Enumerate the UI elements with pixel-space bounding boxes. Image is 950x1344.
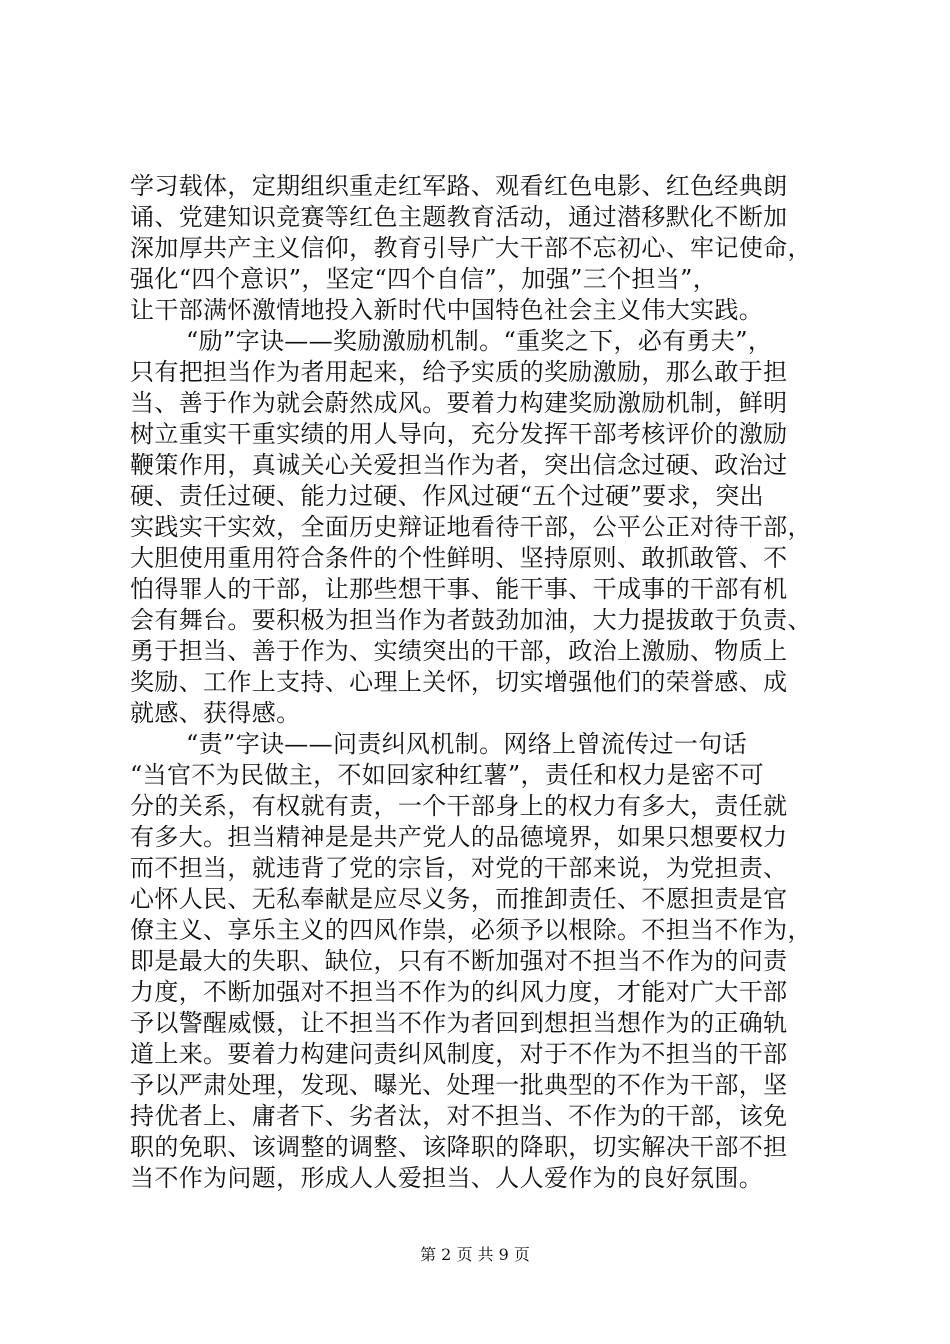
text-line: 实践实干实效，全面历史辩证地看待干部，公平公正对待干部， — [130, 513, 812, 541]
text-line: 予以警醒威慑，让不担当不作为者回到想担当想作为的正确轨 — [130, 1009, 788, 1037]
text-line: 会有舞台。要积极为担当作为者鼓劲加油，大力提拔敢于负责、 — [130, 606, 812, 634]
document-body — [130, 171, 830, 1194]
text-line: 大胆使用重用符合条件的个性鲜明、坚持原则、敢抓敢管、不 — [130, 544, 788, 572]
text-line: 持优者上、庸者下、劣者汰，对不担当、不作为的干部，该免 — [130, 1102, 788, 1130]
text-line: 怕得罪人的干部，让那些想干事、能干事、干成事的干部有机 — [130, 575, 788, 603]
text-line: 心怀人民、无私奉献是应尽义务，而推卸责任、不愿担责是官 — [130, 885, 788, 913]
paragraph-start-line: “励”字诀——奖励激励机制。“重奖之下，必有勇夫”， — [186, 327, 773, 355]
paragraph-start-line: “责”字诀——问责纠风机制。网络上曾流传过一句话 — [186, 730, 747, 758]
text-line: 树立重实干重实绩的用人导向，充分发挥干部考核评价的激励 — [130, 420, 788, 448]
text-line: 有多大。担当精神是是共产党人的品德境界，如果只想要权力 — [130, 823, 788, 851]
text-line: 勇于担当、善于作为、实绩突出的干部，政治上激励、物质上 — [130, 637, 788, 665]
text-line: 当、善于作为就会蔚然成风。要着力构建奖励激励机制，鲜明 — [130, 389, 788, 417]
text-line: 而不担当，就违背了党的宗旨，对党的干部来说，为党担责、 — [130, 854, 788, 882]
text-line: 学习载体，定期组织重走红军路、观看红色电影、红色经典朗 — [130, 172, 788, 200]
page-footer: 第 2 页 共 9 页 — [420, 1245, 530, 1264]
text-line: 奖励、工作上支持、心理上关怀，切实增强他们的荣誉感、成 — [130, 668, 788, 696]
text-line: 硬、责任过硬、能力过硬、作风过硬“五个过硬”要求，突出 — [130, 482, 764, 510]
text-line: 只有把担当作为者用起来，给予实质的奖励激励，那么敢于担 — [130, 358, 788, 386]
text-line: 诵、党建知识竞赛等红色主题教育活动，通过潜移默化不断加 — [130, 203, 788, 231]
text-line: 分的关系，有权就有责，一个干部身上的权力有多大，责任就 — [130, 792, 788, 820]
text-line: 鞭策作用，真诚关心关爱担当作为者，突出信念过硬、政治过 — [130, 451, 788, 479]
text-line: 予以严肃处理，发现、曝光、处理一批典型的不作为干部，坚 — [130, 1071, 788, 1099]
text-line: 让干部满怀激情地投入新时代中国特色社会主义伟大实践。 — [130, 296, 764, 324]
text-line: 职的免职、该调整的调整、该降职的降职，切实解决干部不担 — [130, 1133, 788, 1161]
text-line: 深加厚共产主义信仰，教育引导广大干部不忘初心、牢记使命， — [130, 234, 812, 262]
text-line: “当官不为民做主，不如回家种红薯”，责任和权力是密不可 — [130, 761, 764, 789]
text-line: 即是最大的失职、缺位，只有不断加强对不担当不作为的问责 — [130, 947, 788, 975]
text-line: 道上来。要着力构建问责纠风制度，对于不作为不担当的干部 — [130, 1040, 788, 1068]
text-line: 强化“四个意识”，坚定“四个自信”，加强”三个担当”， — [130, 265, 718, 293]
text-line: 力度，不断加强对不担当不作为的纠风力度，才能对广大干部 — [130, 978, 788, 1006]
text-line: 僚主义、享乐主义的四风作祟，必须予以根除。不担当不作为， — [130, 916, 812, 944]
text-line: 当不作为问题，形成人人爱担当、人人爱作为的良好氛围。 — [130, 1164, 764, 1192]
text-line: 就感、获得感。 — [130, 699, 301, 727]
